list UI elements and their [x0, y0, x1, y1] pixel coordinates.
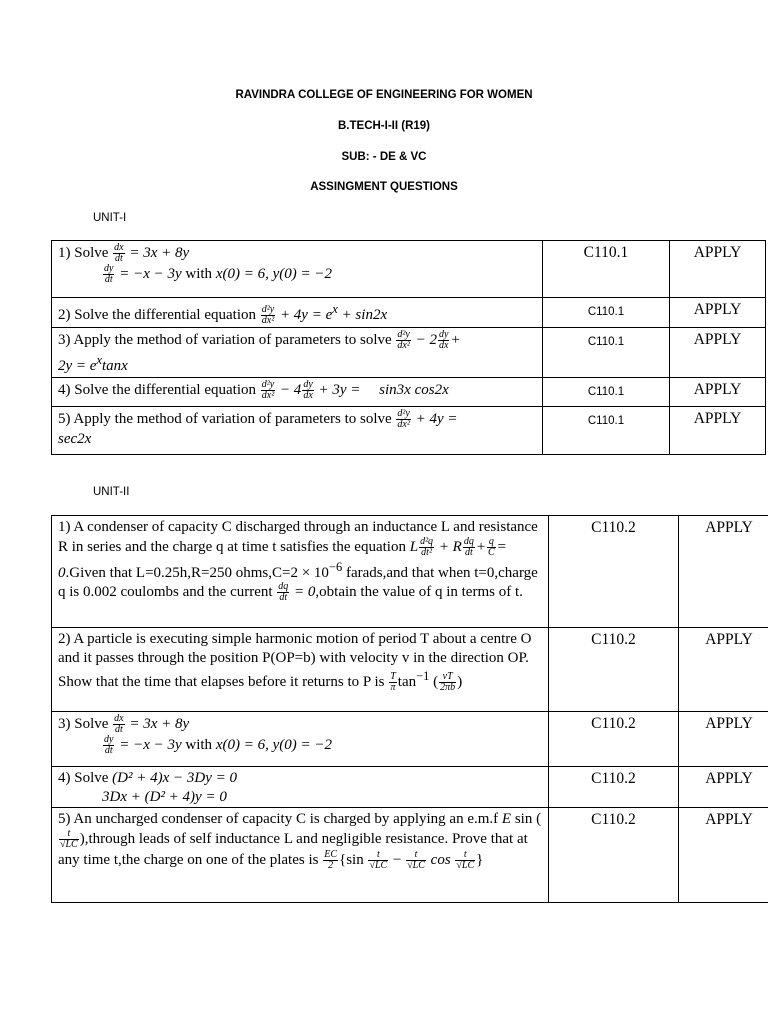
course-outcome: C110.1	[543, 241, 670, 298]
bloom-level: APPLY	[670, 241, 766, 298]
bloom-level: APPLY	[679, 628, 768, 712]
bloom-level: APPLY	[670, 378, 766, 407]
course-outcome: C110.1	[543, 378, 670, 407]
bloom-level: APPLY	[679, 712, 768, 767]
table-row	[52, 767, 768, 808]
question-text: 1) A condenser of capacity C discharged through an inductance L and resistance R in series and the charge q at time t satisfies the equation L $\frac{\text{d²q}}{\text{dt²}}$ + R $\frac{dq}{dt}$ + $\frac{q}{C}$ = 0.Given that L=0.25h,R=250 ohms,C=2 × $10^{-6}$ farads,and that when t=0,charge q is 0.002 coulombs and the current $\frac{dq}{dt}$ = 0,obtain the value of q in terms of t.	[52, 516, 549, 628]
question-text: 2) Solve the differential equation $\frac{\text{d²y}}{\text{dx²}}$ + $4y = e^x + \sin 2x$	[52, 298, 543, 328]
college-name: RAVINDRA COLLEGE OF ENGINEERING FOR WOMEN	[235, 89, 533, 101]
course-outcome: C110.2	[549, 808, 679, 903]
table-row	[52, 628, 768, 712]
table-row	[52, 808, 768, 903]
question-text: 3) Solve $\frac{dx}{dt}$ = 3x + 8y $\frac{dy}{dt}$ = −x − 3y with x(0) = 6, y(0) = −2	[52, 712, 549, 767]
unit-2-label: UNIT-II	[93, 486, 130, 498]
unit-1-table	[51, 240, 766, 455]
unit-2-table	[51, 515, 768, 903]
document-title: ASSINGMENT QUESTIONS	[310, 181, 458, 193]
question-text: 5) Apply the method of variation of parameters to solve $\frac{\text{d²y}}{\text{dx²}}$ + 4y = sec2x	[52, 407, 543, 455]
table-row	[52, 378, 766, 407]
bloom-level: APPLY	[679, 516, 768, 628]
question-text: 3) Apply the method of variation of parameters to solve $\frac{\text{d²y}}{\text{dx²}}$ − 2 $\frac{dy}{dx}$ + $2y = e^x\tan x$	[52, 328, 543, 378]
question-text: 1) Solve $\frac{dx}{dt}$ = 3x + 8y $\frac{dy}{dt}$ = −x − 3y with x(0) = 6, y(0) = −2	[52, 241, 543, 298]
question-text: 2) A particle is executing simple harmonic motion of period T about a centre O and it passes through the position P(OP=b) with velocity v in the direction OP. Show that the time that elapses before it returns to P is $\frac{T}{\pi}$ $\tan^{-1}$ ( $\frac{vT}{2\pi b}$ )	[52, 628, 549, 712]
unit-1-label: UNIT-I	[93, 212, 127, 224]
course-outcome: C110.1	[543, 407, 670, 455]
question-text: 4) Solve the differential equation $\frac{\text{d²y}}{\text{dx²}}$ − 4 $\frac{dy}{dx}$ + 3y = sin3x cos2x	[52, 378, 543, 407]
table-row	[52, 328, 766, 378]
table-row	[52, 407, 766, 455]
question-text: 4) Solve (D² + 4)x − 3Dy = 0 3Dx + (D² + 4)y = 0	[52, 767, 549, 808]
bloom-level: APPLY	[679, 808, 768, 903]
question-text: 5) An uncharged condenser of capacity C is charged by applying an e.m.f E sin ( $\frac{t}{√LC}$ ),through leads of self inductance L and negligible resistance. Prove that at any time t,the charge on one of the plates is $\frac{EC}{2}$ {sin $\frac{t}{√LC}$ − $\frac{t}{√LC}$ cos $\frac{t}{√LC}$ }	[52, 808, 549, 903]
table-row	[52, 712, 768, 767]
bloom-level: APPLY	[670, 298, 766, 328]
course-outcome: C110.2	[549, 767, 679, 808]
course-name: B.TECH-I-II (R19)	[338, 120, 430, 132]
subject: SUB: - DE & VC	[341, 151, 427, 163]
bloom-level: APPLY	[679, 767, 768, 808]
table-row	[52, 516, 768, 628]
table-row	[52, 298, 766, 328]
bloom-level: APPLY	[670, 328, 766, 378]
course-outcome: C110.2	[549, 628, 679, 712]
table-row	[52, 241, 766, 298]
course-outcome: C110.2	[549, 516, 679, 628]
course-outcome: C110.2	[549, 712, 679, 767]
course-outcome: C110.1	[543, 328, 670, 378]
course-outcome: C110.1	[543, 298, 670, 328]
bloom-level: APPLY	[670, 407, 766, 455]
